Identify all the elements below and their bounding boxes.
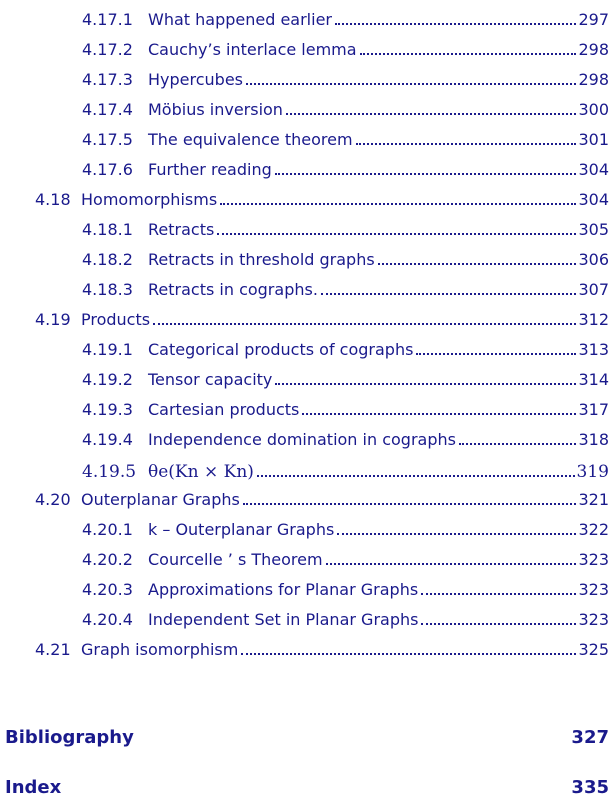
toc-entry-4-17-5[interactable] — [0, 120, 615, 150]
dot-leader — [217, 232, 576, 235]
toc-entry-page: 327 — [571, 727, 609, 748]
toc-entry-page: 323 — [578, 550, 609, 569]
toc-entry-number: 4.19.5 — [82, 462, 137, 482]
toc-entry-page: 313 — [578, 340, 609, 359]
dot-leader — [286, 112, 577, 115]
toc-entry-number: 4.17.2 — [82, 40, 133, 59]
toc-entry-4-18-3[interactable] — [0, 270, 615, 300]
toc-entry-title: Retracts in cographs. — [148, 280, 318, 299]
dot-leader — [257, 474, 575, 477]
toc-entry-4-20-2[interactable] — [0, 540, 615, 570]
toc-entry-4-19-1[interactable] — [0, 330, 615, 360]
toc-entry-number: 4.20.3 — [82, 580, 133, 599]
toc-entry-page: 304 — [578, 190, 609, 209]
toc-entry-title: Retracts — [148, 220, 215, 239]
toc-entry-page: 321 — [578, 490, 609, 509]
dot-leader — [378, 262, 577, 265]
toc-entry-number: 4.20.1 — [82, 520, 133, 539]
toc-entry-4-19[interactable] — [0, 300, 615, 330]
dot-leader — [421, 622, 576, 625]
toc-entry-title: k – Outerplanar Graphs — [148, 520, 335, 539]
toc-entry-number: 4.17.6 — [82, 160, 133, 179]
toc-entry-index[interactable] — [0, 768, 615, 798]
dot-leader — [321, 292, 577, 295]
toc-entry-title: Graph isomorphism — [81, 640, 239, 659]
dot-leader — [246, 82, 576, 85]
toc-entry-title: Hypercubes — [148, 70, 243, 89]
toc-entry-page: 297 — [578, 10, 609, 29]
toc-entry-number: 4.19 — [35, 310, 71, 329]
toc-entry-page: 325 — [578, 640, 609, 659]
toc-entry-page: 322 — [578, 520, 609, 539]
toc-entry-title: Tensor capacity — [148, 370, 273, 389]
toc-entry-title: Retracts in threshold graphs — [148, 250, 375, 269]
toc-entry-page: 298 — [578, 40, 609, 59]
toc-entry-4-18[interactable] — [0, 180, 615, 210]
dot-leader — [243, 502, 577, 505]
toc-entry-page: 319 — [576, 462, 609, 482]
dot-leader — [421, 592, 576, 595]
toc-entry-number: 4.18.1 — [82, 220, 133, 239]
toc-entry-title: Cauchy’s interlace lemma — [148, 40, 357, 59]
toc-entry-page: 314 — [578, 370, 609, 389]
toc-entry-page: 323 — [578, 610, 609, 629]
toc-entry-title: What happened earlier — [148, 10, 332, 29]
toc-entry-4-18-1[interactable] — [0, 210, 615, 240]
toc-entry-title: Categorical products of cographs — [148, 340, 414, 359]
dot-leader — [459, 442, 577, 445]
toc-entry-4-17-4[interactable] — [0, 90, 615, 120]
toc-entry-number: 4.17.4 — [82, 100, 133, 119]
toc-entry-4-17-6[interactable] — [0, 150, 615, 180]
dot-leader — [360, 52, 577, 55]
toc-entry-4-17-2[interactable] — [0, 30, 615, 60]
toc-entry-page: 307 — [578, 280, 609, 299]
toc-entry-number: 4.19.1 — [82, 340, 133, 359]
toc-entry-number: 4.20 — [35, 490, 71, 509]
toc-entry-title: Cartesian products — [148, 400, 300, 419]
toc-entry-title: The equivalence theorem — [148, 130, 353, 149]
toc-entry-page: 301 — [578, 130, 609, 149]
toc-entry-4-17-1[interactable] — [0, 0, 615, 30]
toc-entry-number: 4.20.4 — [82, 610, 133, 629]
toc-entry-4-18-2[interactable] — [0, 240, 615, 270]
toc-entry-title: Further reading — [148, 160, 272, 179]
toc-entry-title: θe(Kn × Kn) — [148, 462, 254, 482]
toc-entry-page: 335 — [571, 777, 609, 798]
toc-entry-title: Courcelle ’ s Theorem — [148, 550, 323, 569]
toc-entry-4-20-1[interactable] — [0, 510, 615, 540]
toc-entry-number: 4.18.3 — [82, 280, 133, 299]
toc-entry-4-21[interactable] — [0, 630, 615, 660]
toc-entry-number: 4.19.2 — [82, 370, 133, 389]
toc-entry-number: 4.17.3 — [82, 70, 133, 89]
toc-entry-page: 298 — [578, 70, 609, 89]
dot-leader — [275, 382, 576, 385]
dot-leader — [326, 562, 577, 565]
toc-entry-4-20[interactable] — [0, 480, 615, 510]
toc-entry-page: 312 — [578, 310, 609, 329]
dot-leader — [275, 172, 577, 175]
toc-entry-number: 4.19.3 — [82, 400, 133, 419]
toc-entry-4-17-3[interactable] — [0, 60, 615, 90]
dot-leader — [220, 202, 576, 205]
toc-entry-title: Products — [81, 310, 151, 329]
toc-entry-page: 323 — [578, 580, 609, 599]
toc-entry-number: 4.18.2 — [82, 250, 133, 269]
dot-leader — [356, 142, 577, 145]
toc-entry-4-19-5[interactable] — [0, 452, 615, 482]
toc-entry-title: Approximations for Planar Graphs — [148, 580, 419, 599]
toc-entry-title: Möbius inversion — [148, 100, 283, 119]
toc-entry-page: 318 — [578, 430, 609, 449]
toc-entry-number: 4.19.4 — [82, 430, 133, 449]
dot-leader — [337, 532, 576, 535]
toc-entry-page: 300 — [578, 100, 609, 119]
toc-entry-4-20-3[interactable] — [0, 570, 615, 600]
dot-leader — [335, 22, 576, 25]
toc-entry-page: 305 — [578, 220, 609, 239]
toc-entry-page: 317 — [578, 400, 609, 419]
toc-entry-title: Independent Set in Planar Graphs — [148, 610, 419, 629]
dot-leader — [153, 322, 576, 325]
toc-entry-number: 4.21 — [35, 640, 71, 659]
toc-entry-number: 4.18 — [35, 190, 71, 209]
toc-entry-title: Bibliography — [5, 727, 134, 748]
dot-leader — [416, 352, 576, 355]
dot-leader — [302, 412, 576, 415]
toc-entry-bibliography[interactable] — [0, 718, 615, 748]
toc-entry-page: 306 — [578, 250, 609, 269]
toc-entry-title: Index — [5, 777, 62, 798]
dot-leader — [241, 652, 576, 655]
toc-entry-4-19-3[interactable] — [0, 390, 615, 420]
toc-entry-title: Outerplanar Graphs — [81, 490, 240, 509]
toc-entry-number: 4.20.2 — [82, 550, 133, 569]
toc-entry-title: Independence domination in cographs — [148, 430, 456, 449]
toc-entry-number: 4.17.5 — [82, 130, 133, 149]
toc-entry-number: 4.17.1 — [82, 10, 133, 29]
toc-entry-4-20-4[interactable] — [0, 600, 615, 630]
toc-entry-page: 304 — [578, 160, 609, 179]
toc-entry-4-19-2[interactable] — [0, 360, 615, 390]
toc-entry-title: Homomorphisms — [81, 190, 218, 209]
toc-entry-4-19-4[interactable] — [0, 420, 615, 450]
